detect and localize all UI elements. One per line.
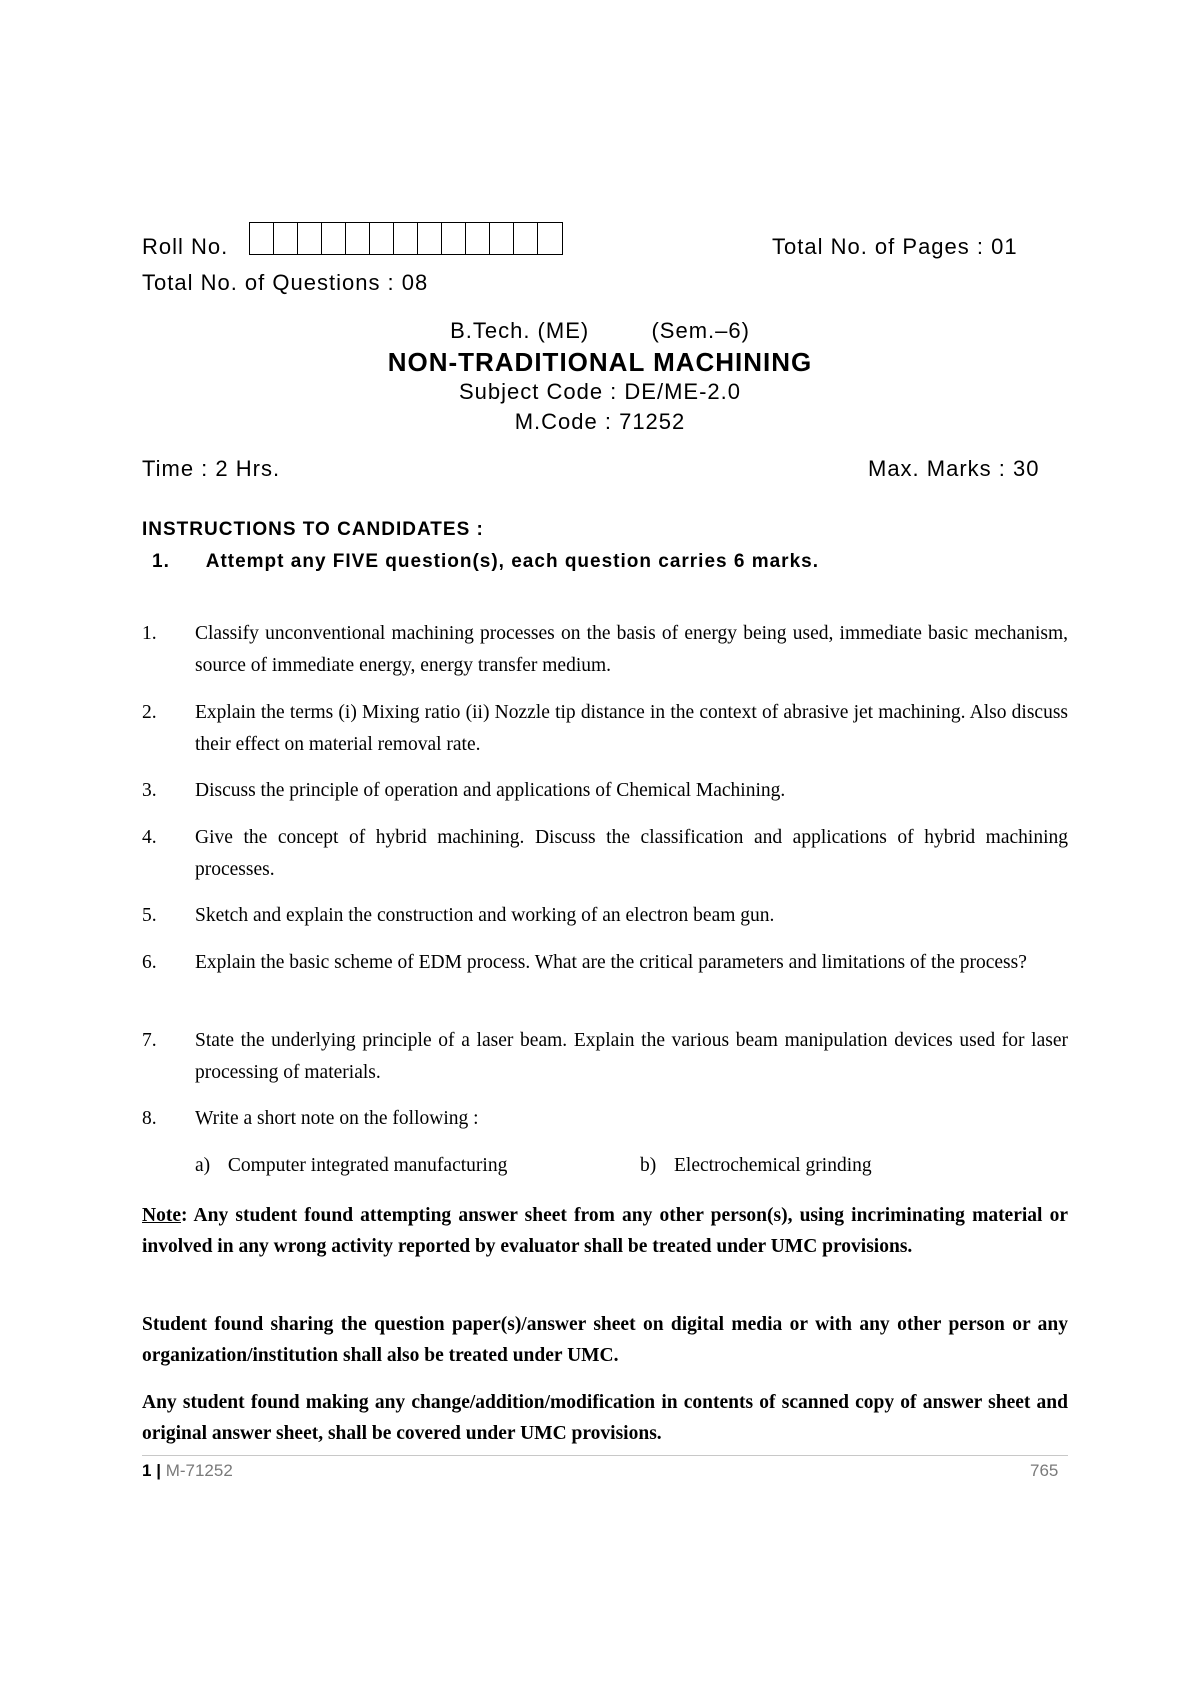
total-questions: Total No. of Questions : 08 [142, 270, 429, 295]
footer-divider [142, 1455, 1068, 1456]
question-8 [142, 1103, 1068, 1135]
roll-no-cell[interactable] [466, 223, 490, 254]
roll-no-cell[interactable] [250, 223, 274, 254]
question-text: Write a short note on the following : [195, 1108, 479, 1129]
note-label: Note [142, 1205, 181, 1226]
roll-no-cell[interactable] [370, 223, 394, 254]
page-number: 1 [142, 1461, 152, 1480]
course-name: B.Tech. (ME) [450, 318, 590, 343]
course-line [0, 318, 1200, 344]
instruction-item [152, 551, 819, 573]
question-text: Sketch and explain the construction and working of an electron beam gun. [195, 905, 775, 926]
question-4 [142, 822, 1068, 886]
roll-no-cell[interactable] [346, 223, 370, 254]
roll-no-cell[interactable] [442, 223, 466, 254]
roll-no-boxes[interactable] [249, 222, 563, 255]
roll-no-cell[interactable] [538, 223, 562, 254]
part-text: Computer integrated manufacturing [227, 1155, 508, 1176]
question-2 [142, 697, 1068, 761]
instructions-heading: INSTRUCTIONS TO CANDIDATES : [142, 519, 484, 540]
note-text: : Any student found attempting answer sheet from any other person(s), using incriminating material or involved in any wrong activity reported by evaluator shall be treated under UMC provisions. [142, 1205, 1068, 1257]
question-5 [142, 900, 1068, 932]
question-number: 8. [142, 1108, 157, 1129]
question-text: Classify unconventional machining processes on the basis of energy being used, immediate basic mechanism, source of immediate energy, energy transfer medium. [195, 623, 1068, 676]
semester: (Sem.–6) [651, 318, 750, 343]
question-number: 1. [142, 623, 157, 644]
footer-right: 765 [1030, 1461, 1059, 1480]
question-3 [142, 775, 1068, 807]
question-number: 7. [142, 1030, 157, 1051]
instruction-number: 1. [152, 551, 170, 572]
q8-part-b [640, 1150, 1040, 1182]
roll-no-cell[interactable] [490, 223, 514, 254]
m-code: M.Code : 71252 [514, 409, 686, 434]
part-label: b) [640, 1155, 657, 1176]
footer-code: M-71252 [165, 1461, 233, 1480]
time-label: Time : 2 Hrs. [142, 456, 281, 481]
roll-no-cell[interactable] [394, 223, 418, 254]
roll-no-cell[interactable] [514, 223, 538, 254]
question-6 [142, 947, 1068, 979]
subject-code: Subject Code : DE/ME-2.0 [458, 379, 741, 404]
roll-no-cell[interactable] [298, 223, 322, 254]
part-text: Electrochemical grinding [674, 1155, 872, 1176]
instruction-text: Attempt any FIVE question(s), each question carries 6 marks. [205, 551, 819, 572]
q8-part-a [195, 1150, 615, 1182]
roll-no-cell[interactable] [322, 223, 346, 254]
footer-left [142, 1461, 233, 1481]
footer-separator: | [156, 1461, 161, 1480]
question-number: 3. [142, 780, 157, 801]
note-paragraph [142, 1200, 1068, 1262]
note-paragraph-3: Any student found making any change/addition/modification in contents of scanned copy of answer sheet and original answer sheet, shall be covered under UMC provisions. [142, 1392, 1068, 1444]
note-paragraph-2: Student found sharing the question paper(s)/answer sheet on digital media or with any other person or any organization/institution shall also be treated under UMC. [142, 1314, 1068, 1366]
part-label: a) [195, 1155, 211, 1176]
paper-title: NON-TRADITIONAL MACHINING [387, 347, 813, 377]
question-text: State the underlying principle of a laser beam. Explain the various beam manipulation devices used for laser processing of materials. [195, 1030, 1068, 1083]
roll-no-cell[interactable] [274, 223, 298, 254]
question-1 [142, 618, 1068, 682]
question-number: 2. [142, 702, 157, 723]
question-text: Discuss the principle of operation and applications of Chemical Machining. [195, 780, 786, 801]
question-text: Explain the basic scheme of EDM process. What are the critical parameters and limitations of the process? [195, 952, 1027, 973]
total-pages: Total No. of Pages : 01 [772, 234, 1018, 259]
question-number: 6. [142, 952, 157, 973]
roll-no-cell[interactable] [418, 223, 442, 254]
roll-no-label: Roll No. [142, 234, 229, 259]
question-number: 4. [142, 827, 157, 848]
question-text: Explain the terms (i) Mixing ratio (ii) Nozzle tip distance in the context of abrasive jet machining. Also discuss their effect on material removal rate. [195, 702, 1068, 755]
max-marks: Max. Marks : 30 [868, 456, 1040, 481]
question-7 [142, 1025, 1068, 1089]
question-number: 5. [142, 905, 157, 926]
question-text: Give the concept of hybrid machining. Discuss the classification and applications of hybrid machining processes. [195, 827, 1068, 880]
